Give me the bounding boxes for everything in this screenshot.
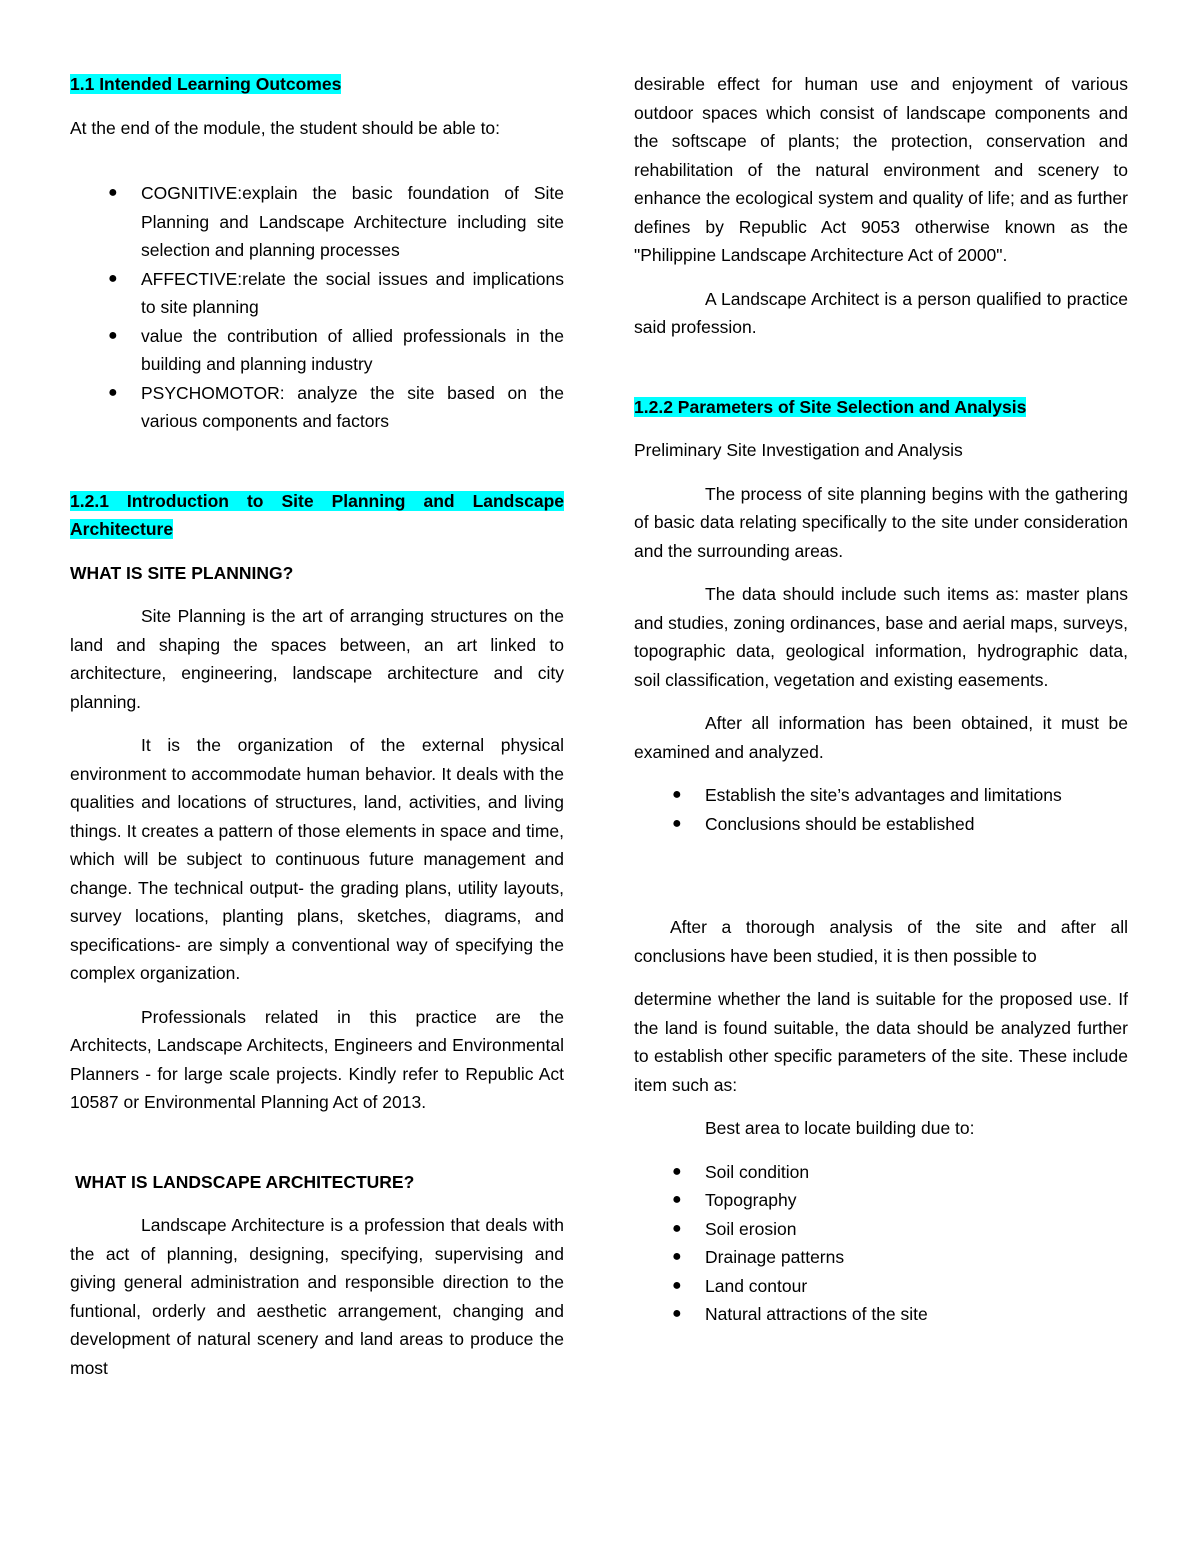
list-item: ● Natural attractions of the site — [634, 1300, 1128, 1329]
outcomes-heading: 1.1 Intended Learning Outcomes — [70, 74, 342, 94]
site-planning-question: WHAT IS SITE PLANNING? — [70, 562, 294, 583]
right-column — [634, 70, 1128, 1344]
bullet-icon: ● — [672, 1248, 682, 1265]
bullet-icon: ● — [672, 1219, 682, 1237]
preliminary-list — [634, 781, 1128, 838]
bullet-icon: ● — [108, 383, 118, 401]
left-column — [70, 70, 564, 1397]
site-planning-para-1: Site Planning is the art of arranging structures on the land and shaping the spaces between, an art linked to architecture, engineering, landscape architecture and city planning. — [70, 606, 564, 712]
list-item: ● AFFECTIVE:relate the social issues and implications to site planning — [70, 265, 564, 322]
list-item: ● Drainage patterns — [634, 1243, 1128, 1272]
preliminary-para-2: The data should include such items as: master plans and studies, zoning ordinances, base and aerial maps, surveys, topographic data, geological information, hydrographic data, soil classification, vegetation and existing easements. — [634, 584, 1128, 690]
outcomes-list — [70, 179, 564, 436]
list-item: ● Soil condition — [634, 1158, 1128, 1187]
parameters-heading: 1.2.2 Parameters of Site Selection and Analysis — [634, 396, 1027, 417]
intro-heading: 1.2.1 Introduction to Site Planning and Landscape Architecture — [70, 490, 564, 539]
bullet-icon: ● — [672, 1191, 682, 1208]
factors-list — [634, 1158, 1128, 1329]
bullet-icon: ● — [672, 1276, 682, 1294]
landscape-para-1-continued: desirable effect for human use and enjoyment of various outdoor spaces which consist of landscape components and the softscape of plants; the protection, conservation and rehabilitation of the natural environment and scenery to enhance the ecological system and quality of life; and as further defines by Republic Act 9053 otherwise known as the "Philippine Landscape Architecture Act of 2000". — [634, 74, 1128, 265]
landscape-para-1: Landscape Architecture is a profession that deals with the act of planning, designing, specifying, supervising and giving general administration and responsible direction to the funtional, orderly and aesthetic arrangement, changing and development of natural scenery and land areas to produce the most — [70, 1215, 564, 1378]
list-item: ● PSYCHOMOTOR: analyze the site based on the various components and factors — [70, 379, 564, 436]
bullet-icon: ● — [672, 814, 682, 832]
preliminary-para-1: The process of site planning begins with the gathering of basic data relating specifically to the site under consideration and the surrounding areas. — [634, 483, 1128, 561]
preliminary-para-3: After all information has been obtained, it must be examined and analyzed. — [634, 713, 1128, 762]
bullet-icon: ● — [108, 326, 118, 344]
site-planning-para-2: It is the organization of the external physical environment to accommodate human behavior. It deals with the qualities and locations of structures, land, activities, and living things. It creates a pattern of those elements in space and time, which will be subject to continuous future management and change. The technical output- the grading plans, utility layouts, survey locations, planting plans, sketches, diagrams, and specifications- are simply a conventional way of specifying the complex organization. — [70, 735, 564, 983]
bullet-icon: ● — [108, 269, 118, 287]
best-area-label: Best area to locate building due to: — [705, 1118, 975, 1138]
bullet-icon: ● — [672, 1162, 682, 1180]
preliminary-subheading: Preliminary Site Investigation and Analysis — [634, 440, 963, 460]
bullet-icon: ● — [672, 786, 682, 803]
outcomes-intro: At the end of the module, the student should be able to: — [70, 117, 501, 138]
after-para-1: After a thorough analysis of the site and after all conclusions have been studied, it is then possible to — [634, 917, 1128, 966]
bullet-icon: ● — [108, 184, 118, 201]
site-planning-para-3: Professionals related in this practice are the Architects, Landscape Architects, Engineers and Environmental Planners - for large scale projects. Kindly refer to Republic Act 10587 or Environmental Planning Act of 2013. — [70, 1006, 564, 1112]
landscape-question: WHAT IS LANDSCAPE ARCHITECTURE? — [75, 1171, 415, 1192]
bullet-icon: ● — [672, 1305, 682, 1322]
list-item: ● value the contribution of allied professionals in the building and planning industry — [70, 322, 564, 379]
list-item: ● Topography — [634, 1186, 1128, 1215]
list-item: ● COGNITIVE:explain the basic foundation of Site Planning and Landscape Architecture including site selection and planning processes — [70, 179, 564, 265]
list-item: ● Establish the site’s advantages and limitations — [634, 781, 1128, 810]
landscape-para-2: A Landscape Architect is a person qualified to practice said profession. — [634, 288, 1128, 337]
after-para-2: determine whether the land is suitable for the proposed use. If the land is found suitable, the data should be analyzed further to establish other specific parameters of the site. These include item such as: — [634, 989, 1128, 1095]
list-item: ● Land contour — [634, 1272, 1128, 1301]
list-item: ● Soil erosion — [634, 1215, 1128, 1244]
list-item: ● Conclusions should be established — [634, 810, 1128, 839]
